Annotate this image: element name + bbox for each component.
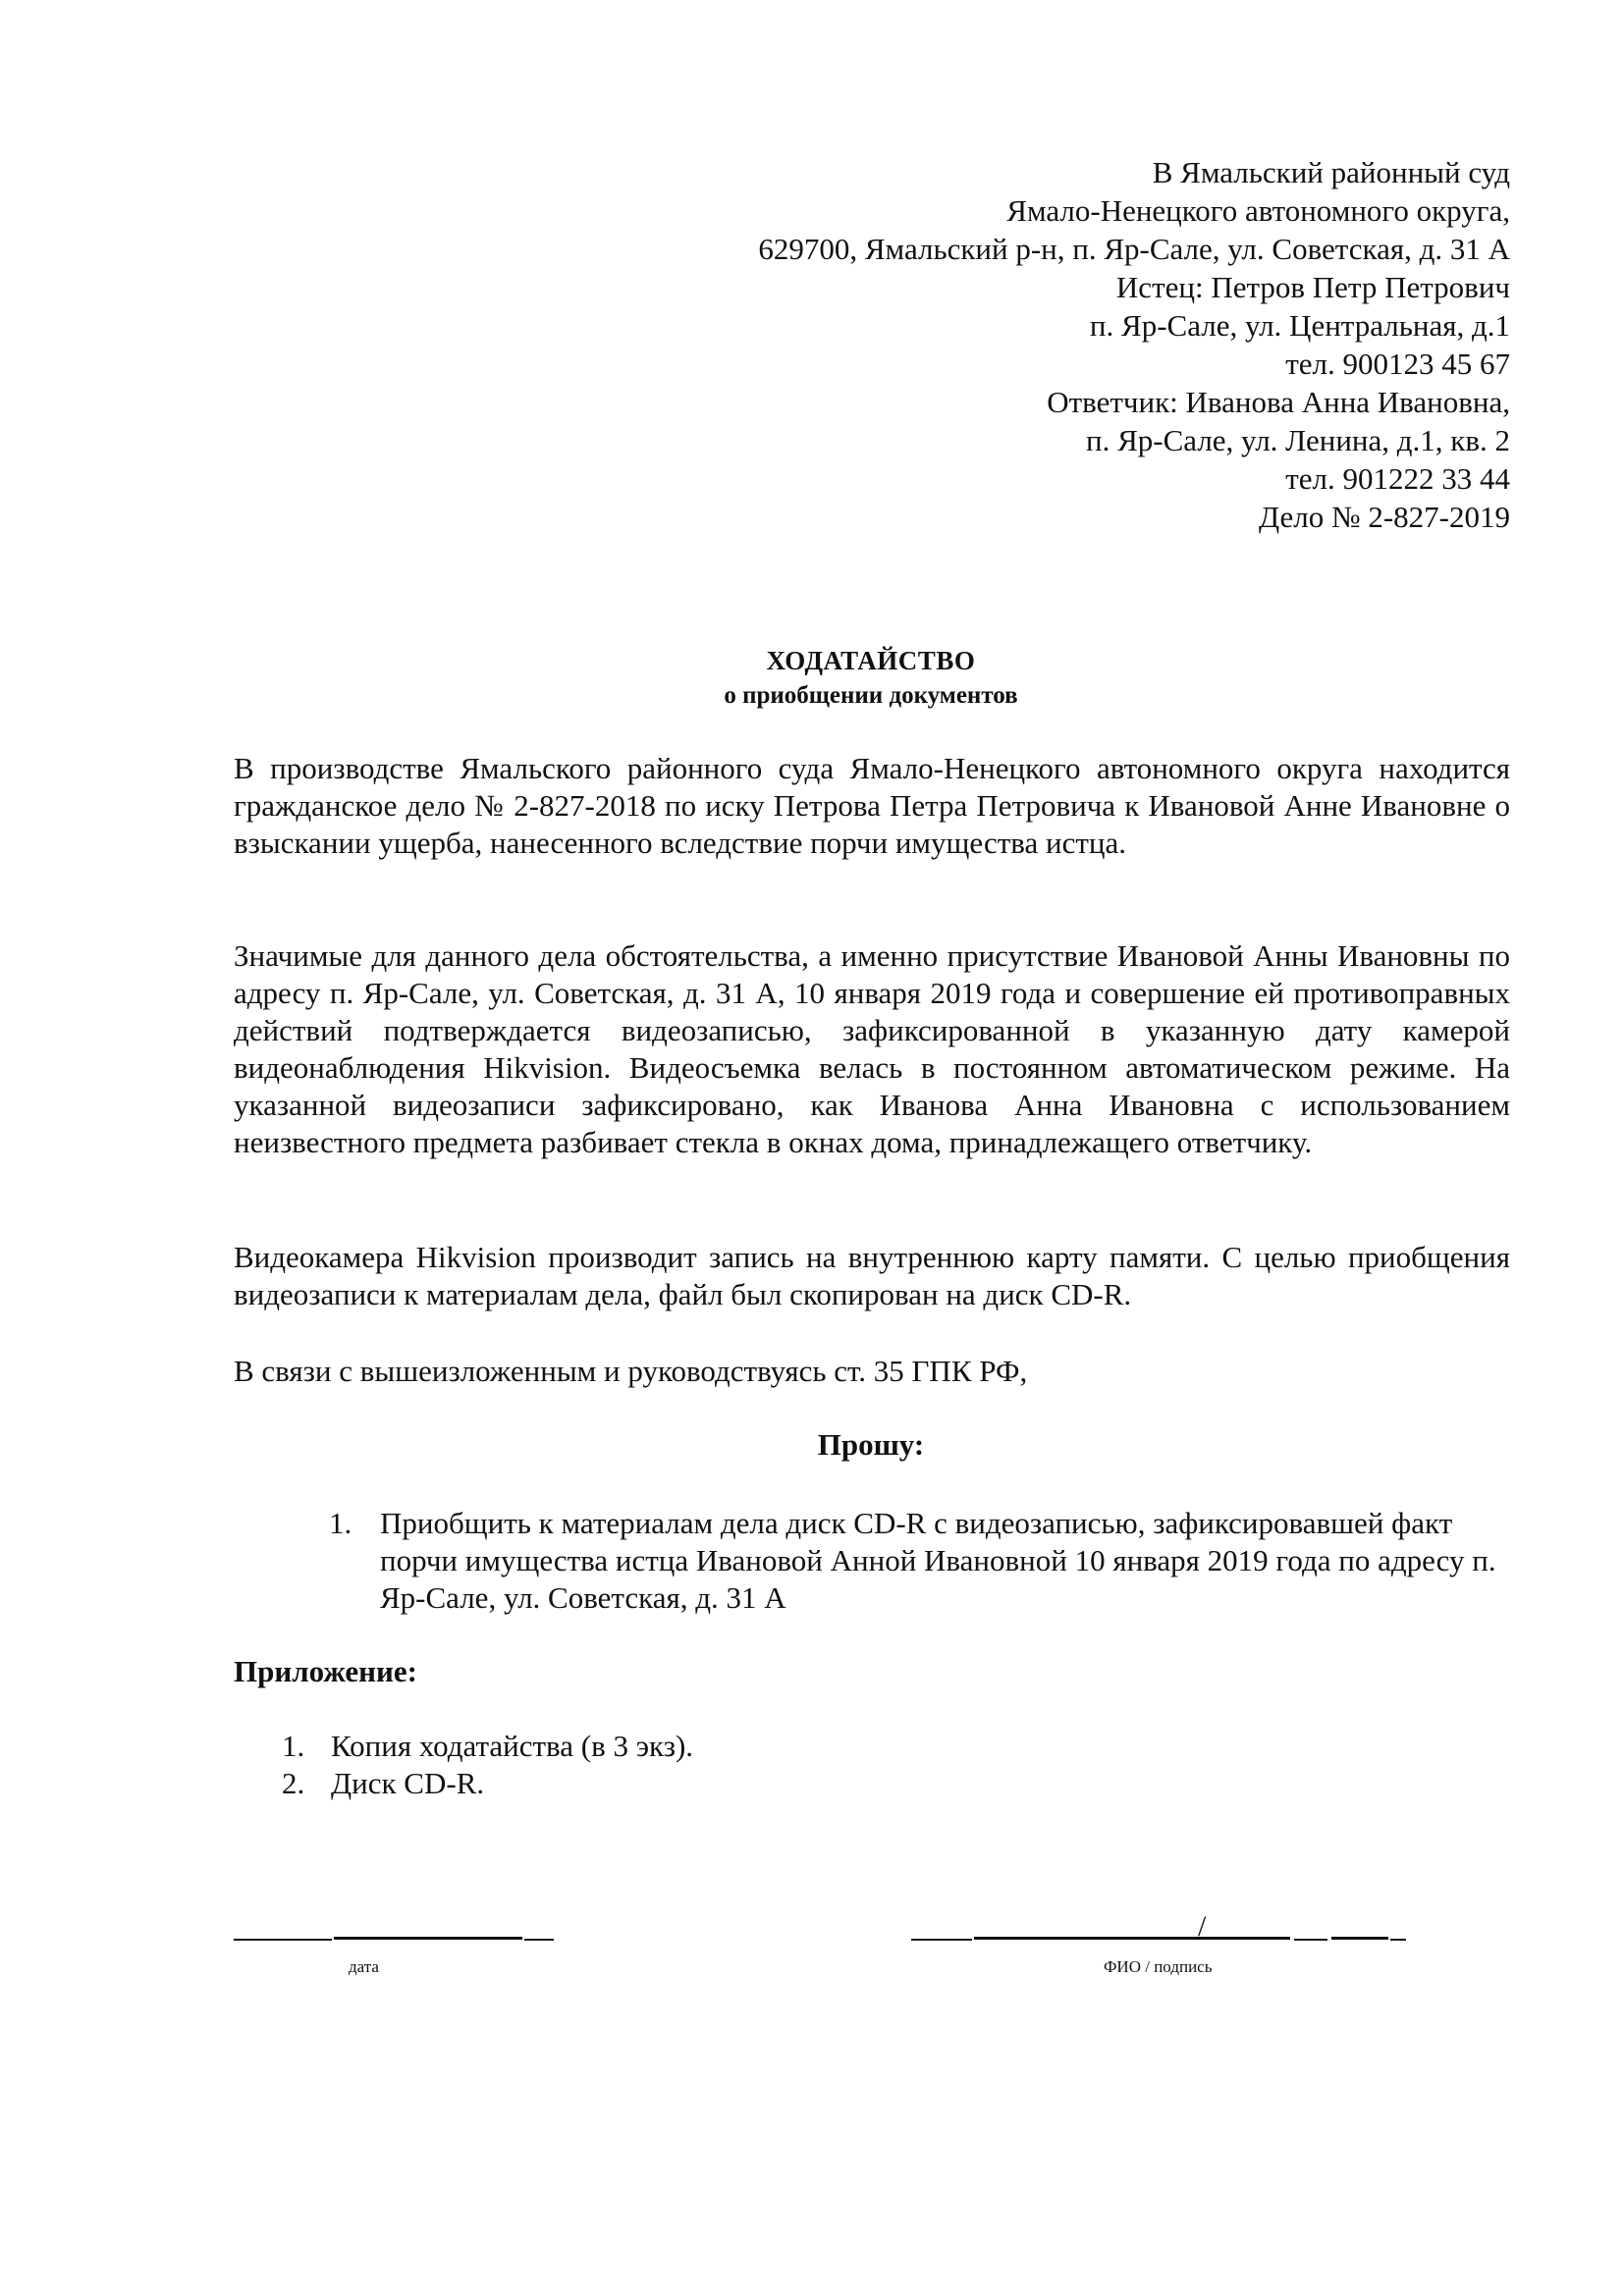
request-item [329, 1505, 1497, 1617]
appendix-item-text: Диск CD-R. [331, 1766, 485, 1800]
date-line-right [524, 1939, 554, 1941]
request-heading: Прошу: [817, 1427, 925, 1462]
name-line-right [1331, 1937, 1388, 1940]
header-line-court: В Ямальский районный суд [1152, 155, 1510, 189]
document-subtitle: о приобщении документов [724, 682, 1018, 709]
header-line-defendant-address: п. Яр-Сале, ул. Ленина, д.1, кв. 2 [1086, 423, 1510, 457]
date-line-left [234, 1939, 332, 1941]
body-paragraph-case: В производстве Ямальского районного суда Ямало-Ненецкого автономного округа находится гражданское дело № 2-827-2018 по иску Петрова Петра Петровича к Ивановой Анне Ивановне о взыскании ущерба, нанесенного вследствие порчи имущества истца. [234, 751, 1510, 860]
name-line-end [1390, 1939, 1406, 1941]
date-caption: дата [349, 1957, 379, 1976]
appendix-item [282, 1728, 693, 1765]
header-line-case-number: Дело № 2-827-2019 [1259, 500, 1510, 534]
header-line-defendant-phone: тел. 901222 33 44 [1285, 461, 1510, 496]
request-item-number: 1. [329, 1506, 352, 1540]
request-item-text: Приобщить к материалам дела диск CD-R с видеозаписью, зафиксировавшей факт порчи имущества истца Ивановой Анной Ивановной 10 января 2019 года по адресу п. Яр-Сале, ул. Советская, д. 31 А [380, 1506, 1496, 1615]
name-signature-caption: ФИО / подпись [1104, 1957, 1213, 1976]
body-paragraph-circumstances: Значимые для данного дела обстоятельства, а именно присутствие Ивановой Анны Ивановны по адресу п. Яр-Сале, ул. Советская, д. 31 А, 10 января 2019 года и совершение ей противоправных действий подтверждается видеозаписью, зафиксированной в указанную дату камерой видеонаблюдения Hikvision. Видеосъемка велась в постоянном автоматическом режиме. На указанной видеозаписи зафиксировано, как Иванова Анна Ивановна с использованием неизвестного предмета разбивает стекла в окнах дома, принадлежащего ответчику. [234, 938, 1510, 1159]
header-line-defendant: Ответчик: Иванова Анна Ивановна, [1047, 385, 1510, 419]
appendix-item-number: 1. [282, 1729, 305, 1763]
appendix-item [282, 1765, 693, 1802]
header-line-plaintiff-phone: тел. 900123 45 67 [1285, 347, 1510, 381]
appendix-heading: Приложение: [234, 1654, 417, 1688]
name-line-main [974, 1937, 1290, 1940]
appendix-item-number: 2. [282, 1766, 305, 1800]
appendix-item-text: Копия ходатайства (в 3 экз). [331, 1729, 694, 1763]
body-paragraph-camera: Видеокамера Hikvision производит запись на внутреннюю карту памяти. С целью приобщения видеозаписи к материалам дела, файл был скопирован на диск CD-R. [234, 1240, 1510, 1311]
date-line-main [334, 1937, 522, 1940]
name-line-mid [1294, 1939, 1327, 1941]
document-title: ХОДАТАЙСТВО [766, 646, 976, 675]
header-line-court-address: 629700, Ямальский р-н, п. Яр-Сале, ул. Советская, д. 31 А [758, 232, 1510, 266]
body-paragraph-legal-basis: В связи с вышеизложенным и руководствуясь ст. 35 ГПК РФ, [234, 1354, 1028, 1388]
name-line-left [911, 1939, 972, 1941]
header-line-region: Ямало-Ненецкого автономного округа, [1006, 193, 1510, 228]
signature-slash: / [1198, 1910, 1207, 1943]
header-line-plaintiff-address: п. Яр-Сале, ул. Центральная, д.1 [1089, 308, 1510, 343]
appendix-list [282, 1728, 693, 1802]
header-line-plaintiff: Истец: Петров Петр Петрович [1115, 270, 1510, 304]
addressee-block [758, 153, 1510, 536]
request-list [329, 1505, 1497, 1617]
